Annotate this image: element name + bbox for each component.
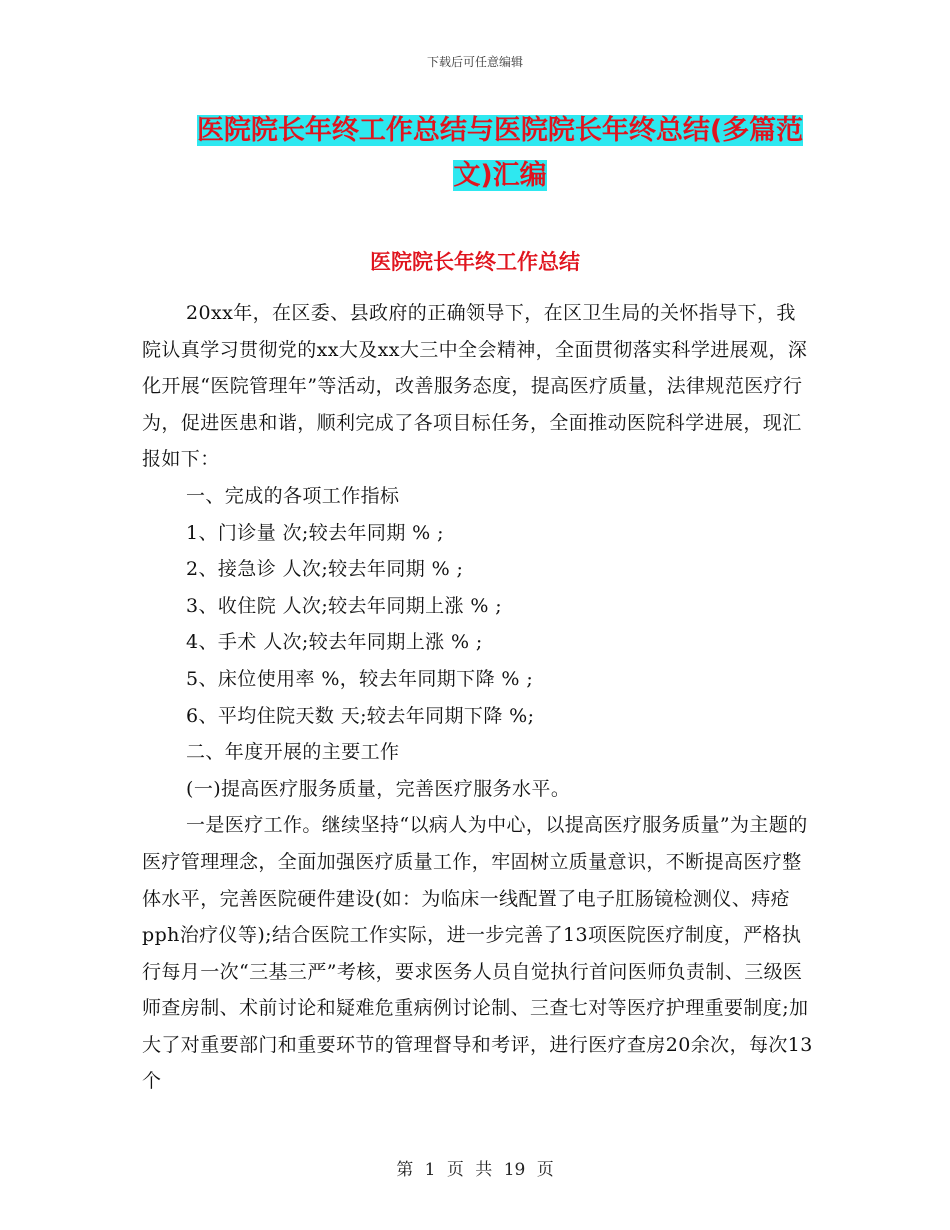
list-item: 2、接急诊 人次;较去年同期 % ; — [186, 558, 464, 581]
heading-main-work: 二、年度开展的主要工作 — [186, 741, 400, 764]
document-title — [195, 108, 805, 198]
list-item: 5、床位使用率 %，较去年同期下降 % ; — [186, 667, 534, 690]
list-item: 4、手术 人次;较去年同期上涨 % ; — [186, 631, 483, 654]
medical-work-paragraph: 一是医疗工作。继续坚持“以病人为中心，以提高医疗服务质量”为主题的医疗管理理念，全面加强医疗质量工作，牢固树立质量意识，不断提高医疗整体水平，完善医院硬件建设(如：为临床一线配置了电子肛肠镜检测仪、痔疮pph治疗仪等);结合医院工作实际，进一步完善了13项医院医疗制度，严格执行每月一次“三基三严”考核，要求医务人员自觉执行首问医师负责制、三级医师查房制、术前讨论和疑难危重病例讨论制、三查七对等医疗护理重要制度;加大了对重要部门和重要环节的管理督导和考评，进行医疗查房20余次，每次13个 — [142, 814, 813, 1093]
page-footer: 第 1 页 共 19 页 — [396, 1160, 554, 1180]
intro-paragraph: 20xx年，在区委、县政府的正确领导下，在区卫生局的关怀指导下，我院认真学习贯彻党的xx大及xx大三中全会精神，全面贯彻落实科学进展观，深化开展“医院管理年”等活动，改善服务态度，提高医疗质量，法律规范医疗行为，促进医患和谐，顺利完成了各项目标任务，全面推动医院科学进展，现汇报如下： — [142, 302, 808, 471]
list-item: 3、收住院 人次;较去年同期上涨 % ; — [186, 594, 503, 617]
section-title: 医院院长年终工作总结 — [370, 250, 580, 274]
list-item: 6、平均住院天数 天;较去年同期下降 %; — [186, 704, 535, 727]
subheading-quality: (一)提高医疗服务质量，完善医疗服务水平。 — [186, 777, 571, 800]
document-title-line-1: 医院院长年终工作总结与医院院长年终总结(多篇范 — [196, 115, 804, 146]
document-title-line-2: 文)汇编 — [453, 160, 547, 191]
body-text — [142, 295, 814, 1100]
header-note: 下载后可任意编辑 — [426, 55, 523, 69]
heading-work-indicators: 一、完成的各项工作指标 — [186, 484, 400, 507]
list-item: 1、门诊量 次;较去年同期 % ; — [186, 521, 444, 544]
